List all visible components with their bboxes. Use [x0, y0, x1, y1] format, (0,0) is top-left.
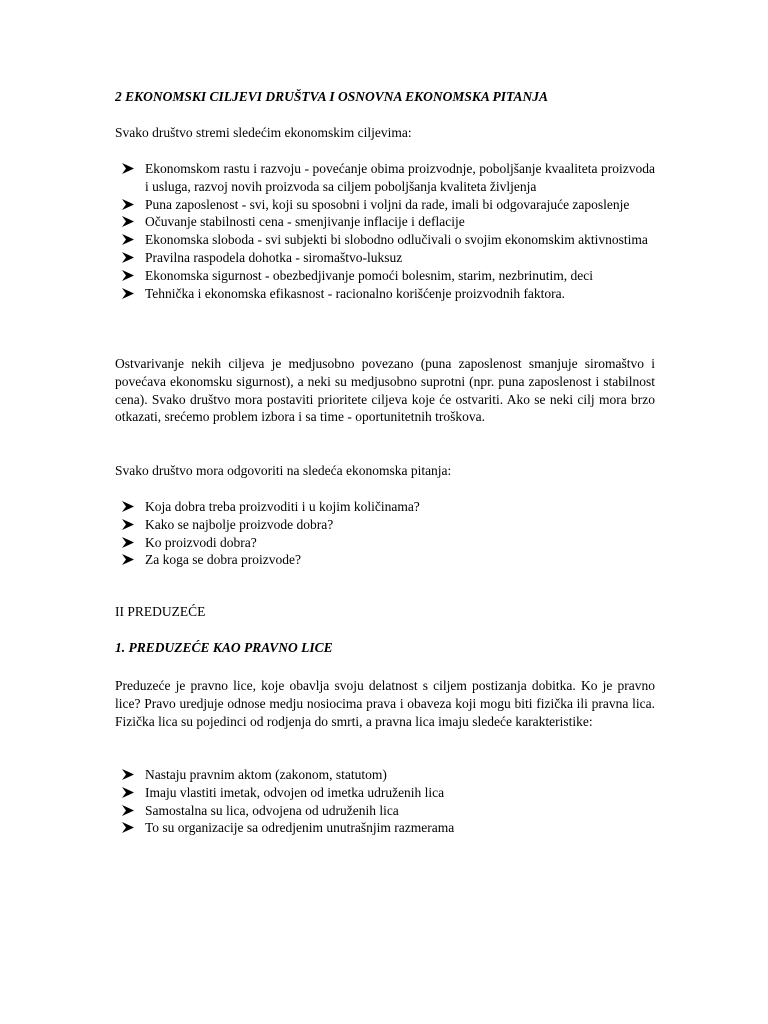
- list-item-text: Ekonomskom rastu i razvoju - povećanje obima proizvodnje, poboljšanje kvaaliteta proizvoda i usluga, razvoj novih proizvoda sa ciljem poboljšanja kvaliteta življenja: [145, 161, 655, 194]
- list-item-text: Nastaju pravnim aktom (zakonom, statutom): [145, 767, 387, 782]
- list-item-text: Puna zaposlenost - svi, koji su sposobni i voljni da rade, imali bi odgovarajuće zaposlenje: [145, 196, 630, 212]
- list-item-text: Pravilna raspodela dohotka - siromaštvo-luksuz: [145, 249, 403, 265]
- list-item-text: Tehnička i ekonomska efikasnost - racionalno korišćenje proizvodnih faktora.: [145, 285, 566, 301]
- arrow-bullet-icon: [121, 251, 135, 264]
- chapter-heading: 2 EKONOMSKI CILJEVI DRUŠTVA I OSNOVNA EKONOMSKA PITANJA: [115, 89, 549, 104]
- arrow-bullet-icon: [121, 518, 135, 531]
- list-item: [115, 516, 655, 534]
- list-item: [115, 249, 655, 267]
- characteristics-list: [115, 766, 655, 837]
- list-item-text: Imaju vlastiti imetak, odvojen od imetka udruženih lica: [145, 784, 445, 800]
- arrow-bullet-icon: [121, 821, 135, 834]
- list-item-text: Očuvanje stabilnosti cena - smenjivanje inflacije i deflacije: [145, 214, 465, 230]
- questions-intro: Svako društvo mora odgovoriti na sledeća ekonomska pitanja:: [115, 463, 452, 478]
- list-item: [115, 285, 655, 303]
- list-item-text: Ekonomska sigurnost - obezbedjivanje pomoći bolesnim, starim, nezbrinutim, deci: [145, 267, 594, 283]
- arrow-bullet-icon: [121, 215, 135, 228]
- arrow-bullet-icon: [121, 804, 135, 817]
- list-item: [115, 784, 655, 802]
- company-paragraph: Preduzeće je pravno lice, koje obavlja svoju delatnost s ciljem postizanja dobitka. Ko je pravno lice? Pravo uredjuje odnose medju nosiocima prava i obaveza koji mogu biti fizička ili pravna lica. Fizička lica su pojedinci od rodjenja do smrti, a pravna lica imaju sledeće karakteristike:: [115, 678, 655, 729]
- arrow-bullet-icon: [121, 198, 135, 211]
- list-item: [115, 766, 655, 784]
- list-item-text: Za koga se dobra proizvode?: [145, 552, 301, 568]
- questions-list: [115, 498, 655, 569]
- list-item: [115, 498, 655, 516]
- arrow-bullet-icon: [121, 269, 135, 282]
- list-item: [115, 196, 655, 214]
- list-item: [115, 802, 655, 820]
- arrow-bullet-icon: [121, 768, 135, 781]
- arrow-bullet-icon: [121, 786, 135, 799]
- list-item: [115, 213, 655, 231]
- list-item: [115, 267, 655, 285]
- arrow-bullet-icon: [121, 233, 135, 246]
- list-item-text: Kako se najbolje proizvode dobra?: [145, 516, 334, 532]
- goals-intro: Svako društvo stremi sledećim ekonomskim ciljevima:: [115, 125, 412, 140]
- list-item: [115, 551, 655, 569]
- goals-list: [115, 160, 655, 302]
- arrow-bullet-icon: [121, 500, 135, 513]
- list-item: [115, 819, 655, 837]
- list-item: [115, 160, 655, 196]
- arrow-bullet-icon: [121, 162, 135, 175]
- arrow-bullet-icon: [121, 287, 135, 300]
- list-item: [115, 231, 655, 249]
- list-item: [115, 534, 655, 552]
- list-item-text: Koja dobra treba proizvoditi i u kojim količinama?: [145, 499, 420, 514]
- arrow-bullet-icon: [121, 553, 135, 566]
- goals-relation-paragraph: Ostvarivanje nekih ciljeva je medjusobno povezano (puna zaposlenost smanjuje siromaštvo i povećava ekonomsku sigurnost), a neki su medjusobno suprotni (npr. puna zaposlenost i stabilnost cena). Svako društvo mora postaviti prioritete ciljeva koje će ostvariti. Ako se neki cilj mora brzo otkazati, srećemo problem izbora i sa time - oportunitetnih troškova.: [115, 356, 655, 425]
- subsection-heading: 1. PREDUZEĆE KAO PRAVNO LICE: [115, 640, 333, 655]
- list-item-text: Samostalna su lica, odvojena od udruženih lica: [145, 802, 399, 818]
- list-item-text: Ekonomska sloboda - svi subjekti bi slobodno odlučivali o svojim ekonomskim aktivnostima: [145, 232, 648, 248]
- list-item-text: Ko proizvodi dobra?: [145, 534, 257, 550]
- list-item-text: To su organizacije sa odredjenim unutrašnjim razmerama: [145, 820, 455, 836]
- section-heading: II PREDUZEĆE: [115, 604, 206, 619]
- arrow-bullet-icon: [121, 536, 135, 549]
